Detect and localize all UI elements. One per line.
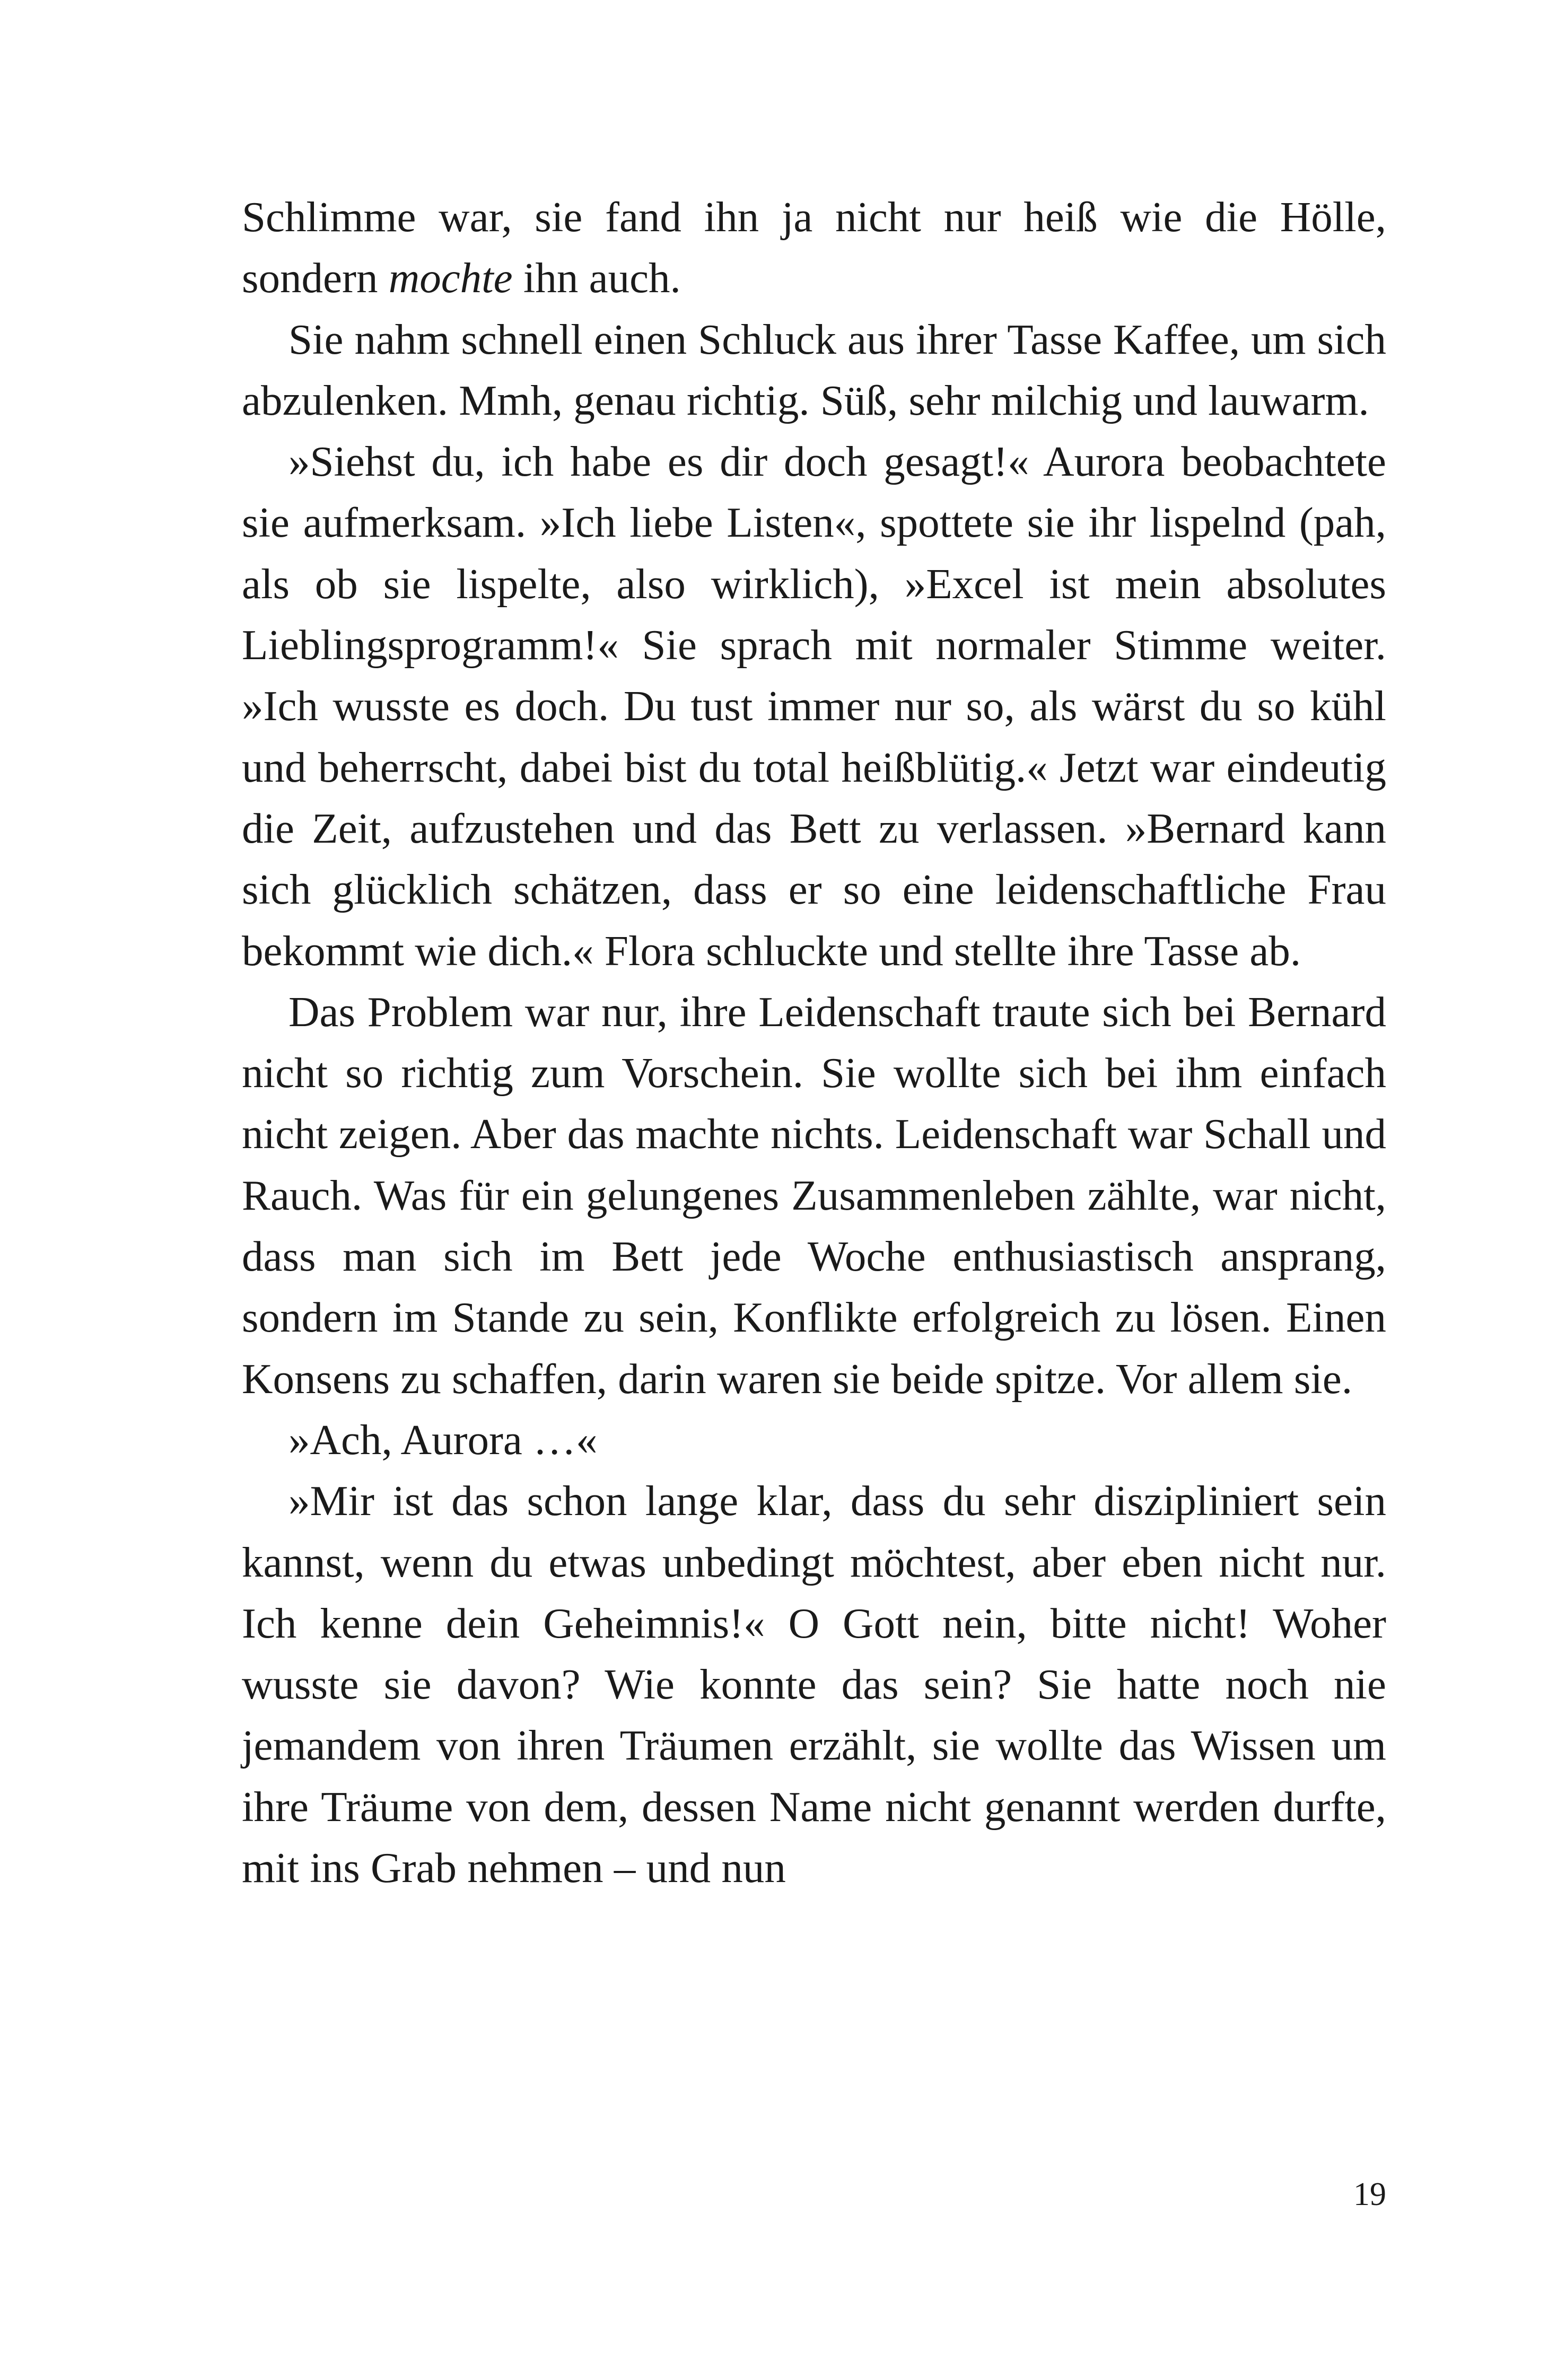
paragraph-continued: [242, 187, 1386, 309]
paragraph: Sie nahm schnell einen Schluck aus ihrer Tasse Kaffee, um sich abzulenken. Mmh, genau richtig. Süß, sehr milchig und lauwarm.: [242, 315, 1386, 424]
emphasized-word: mochte: [388, 254, 513, 302]
paragraph: »Siehst du, ich habe es dir doch gesagt!« Aurora beobachtete sie aufmerksam. »Ich liebe Listen«, spottete sie ihr lispelnd (pah, als ob sie lispelte, also wirklich), »Excel ist mein absolutes Lieblingsprogramm!« Sie sprach mit normaler Stimme weiter. »Ich wusste es doch. Du tust immer nur so, als wärst du so kühl und beherrscht, dabei bist du total heißblütig.« Jetzt war eindeutig die Zeit, aufzustehen und das Bett zu verlassen. »Bernard kann sich glücklich schätzen, dass er so eine leidenschaftliche Frau bekommt wie dich.« Flora schluckte und stellte ihre Tasse ab.: [242, 438, 1386, 975]
paragraph: »Ach, Aurora …«: [288, 1415, 598, 1464]
paragraph: Das Problem war nur, ihre Leidenschaft traute sich bei Bernard nicht so richtig zum Vorschein. Sie wollte sich bei ihm einfach nicht zeigen. Aber das machte nichts. Leidenschaft war Schall und Rauch. Was für ein gelungenes Zusammenleben zählte, war nicht, dass man sich im Bett jede Woche enthusiastisch ansprang, sondern im Stande zu sein, Konflikte erfolgreich zu lösen. Einen Konsens zu schaffen, darin waren sie beide spitze. Vor allem sie.: [242, 987, 1386, 1403]
page-number: 19: [1353, 2176, 1386, 2212]
body-text: [242, 187, 1386, 1898]
paragraph: »Mir ist das schon lange klar, dass du sehr diszipliniert sein kannst, wenn du etwas unbedingt möchtest, aber eben nicht nur. Ich kenne dein Geheimnis!« O Gott nein, bitte nicht! Woher wusste sie davon? Wie konnte das sein? Sie hatte noch nie jemandem von ihren Träumen erzählt, sie wollte das Wissen um ihre Träume von dem, dessen Name nicht genannt werden durfte, mit ins Grab nehmen – und nun: [242, 1477, 1386, 1892]
paragraph-text-before-emphasis: Schlimme war, sie fand ihn ja nicht nur heiß wie die Hölle, sondern: [242, 193, 1386, 302]
paragraph-text-after-emphasis: ihn auch.: [512, 254, 681, 302]
